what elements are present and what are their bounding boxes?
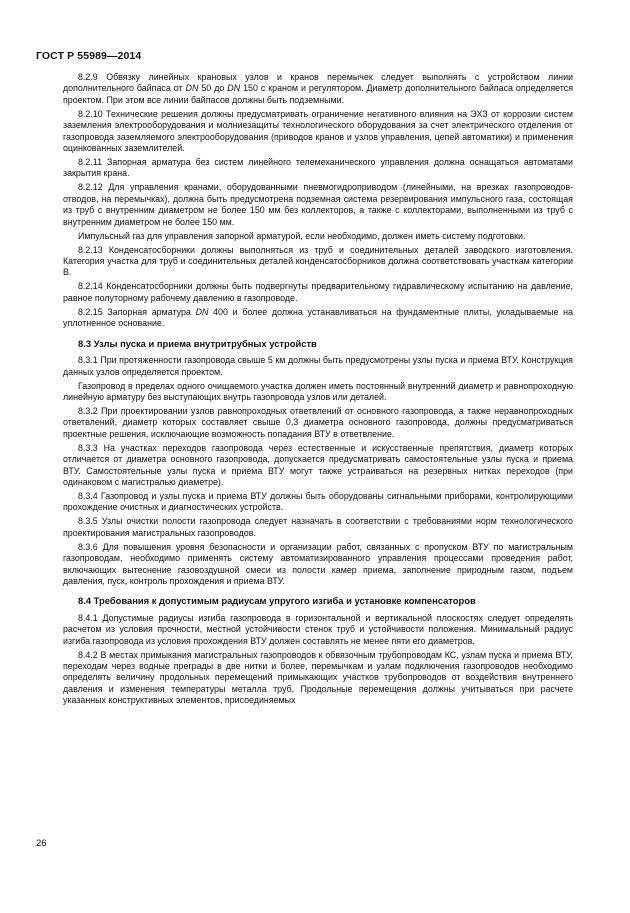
paragraph-8-2-13: 8.2.13 Конденсатосборники должны выполняться из труб и соединительных деталей заводского изготовления. Категория участка для труб и соединительных деталей конденсатосборников должна соответствовать участкам категории В. — [63, 244, 573, 278]
paragraph-8-3-4: 8.3.4 Газопровод и узлы пуска и приема ВТУ должны быть оборудованы сигнальными приборами, контролирующими прохождение очистных и диагностических устройств. — [63, 490, 573, 513]
page-number: 26 — [36, 838, 47, 849]
paragraph-8-4-1: 8.4.1 Допустимые радиусы изгиба газопровода в горизонтальной и вертикальной плоскостях следует определять расчетом из условия прочности, местной устойчивости стенок труб и устойчивости положения. Минимальный радиус изгиба газопровода из условия прохождения ВТУ должен составлять не менее пяти его диаметров. — [63, 612, 573, 646]
text-run: 400 и более должна устанавливаться на фундаментные плиты, укладываемые на уплотненное основание. — [63, 306, 573, 329]
nominal-diameter-symbol: DN — [227, 83, 241, 94]
paragraph-8-2-14: 8.2.14 Конденсатосборники должны быть подвергнуты предварительному гидравлическому испытанию на давление, равное полуторному рабочему давлению в газопроводе. — [63, 281, 573, 303]
paragraph-8-3-1: 8.3.1 При протяженности газопровода свыше 5 км должны быть предусмотрены узлы пуска и приема ВТУ. Конструкция данных узлов определяется проектом. — [63, 355, 573, 377]
text-run: 8.2.15 Запорная арматура — [78, 306, 196, 317]
standard-header: ГОСТ Р 55989—2014 — [36, 50, 142, 62]
paragraph-8-4-2: 8.4.2 В местах примыкания магистральных газопроводов к обвязочным трубопроводам КС, узлам пуска и приема ВТУ, переходам через водные преграды в две нитки и более, перемычкам и узлам подключения газопроводов необходимо определять величину продольных перемещений примыкающих участков трубопроводов от воздействия внутреннего давления и изменения температуры металла труб. Продольные перемещения должны учитываться при расчете указанных конструктивных элементов, присоединяемых — [63, 649, 573, 706]
section-heading-8-4: 8.4 Требования к допустимым радиусам упругого изгиба и установке компенсаторов — [78, 595, 476, 607]
text-run: 50 до — [198, 83, 228, 94]
document-body — [63, 72, 573, 707]
paragraph-constant-diameter: Газопровод в пределах одного очищаемого участка должен иметь постоянный внутренний диаметр и равнопроходную линейную арматуру без выступающих внутрь газопровода узлов или деталей. — [63, 380, 573, 402]
paragraph-8-2-9 — [63, 72, 573, 106]
paragraph-8-2-10: 8.2.10 Технические решения должны предусматривать ограничение негативного влияния на ЭХЗ от коррозии систем заземления электрооборудования и молниезащиты технологического оборудования за счет электрического отделения от газопровода заземляемого электрооборудования (приводов кранов и узлов управления, цепей автоматики) и применения оцинкованных заземлителей. — [63, 108, 573, 154]
paragraph-8-3-5: 8.3.5 Узлы очистки полости газопровода следует назначать в соответствии с требованиями норм технологического проектирования магистральных газопроводов. — [63, 516, 573, 538]
text-run: 150 с краном и регулятором. Диаметр дополнительного байпаса определяется проектом. При этом все линии байпасов должны быть подземными. — [63, 83, 573, 105]
section-heading-8-3: 8.3 Узлы пуска и приема внутритрубных устройств — [78, 337, 317, 349]
paragraph-8-2-15 — [63, 307, 573, 330]
text-run: 8.2.9 Обвязку линейных крановых узлов и кранов перемычек следует выполнять с устройством линии дополнительного байпаса от — [63, 72, 573, 94]
paragraph-8-3-3: 8.3.3 На участках переходов газопровода через естественные и искусственные препятствия, диаметр которых отличается от диаметра основного газопровода, допускается предусматривать самостоятельные узлы пуска и приема ВТУ. Самостоятельные узлы пуска и приема ВТУ могут также устраиваться на резервных нитках переходов (при одинаковом с магистралью диаметре). — [63, 442, 573, 487]
paragraph-8-3-6: 8.3.6 Для повышения уровня безопасности и организации работ, связанных с пропуском ВТУ по магистральным газопроводам, необходимо применять систему автоматизированного управления процессами проведения работ, включающих вытеснение газовоздушной смеси из полости камер приема, заполнение природным газом, подъем давления, пуск, контроль прохождения и приема ВТУ. — [63, 541, 573, 586]
paragraph-8-2-11: 8.2.11 Запорная арматура без систем линейного телемеханического управления должна оснащаться автоматами закрытия крана. — [63, 157, 573, 179]
nominal-diameter-symbol: DN — [195, 306, 209, 317]
nominal-diameter-symbol: DN — [185, 83, 199, 94]
paragraph-8-2-12: 8.2.12 Для управления кранами, оборудованными пневмогидроприводом (линейными, на врезках газопроводов-отводов, на перемычках), должна быть предусмотрена подземная система резервирования импульсного газа, состоящая из труб с внутренним диаметром не более 150 мм без коллекторов, а также с коллекторами, выполненными из труб с внутренним диаметром не более 150 мм. — [63, 182, 573, 227]
paragraph-8-3-2: 8.3.2 При проектировании узлов равнопроходных ответвлений от основного газопровода, а также неравнопроходных ответвлений, диаметр которых составляет свыше 0,3 диаметра основного газопровода, должны предусматриваться проектные решения, исключающие возможность попадания ВТУ в ответвление. — [63, 405, 573, 439]
paragraph-impulse-gas: Импульсный газ для управления запорной арматурой, если необходимо, должен иметь систему подготовки. — [78, 230, 526, 241]
